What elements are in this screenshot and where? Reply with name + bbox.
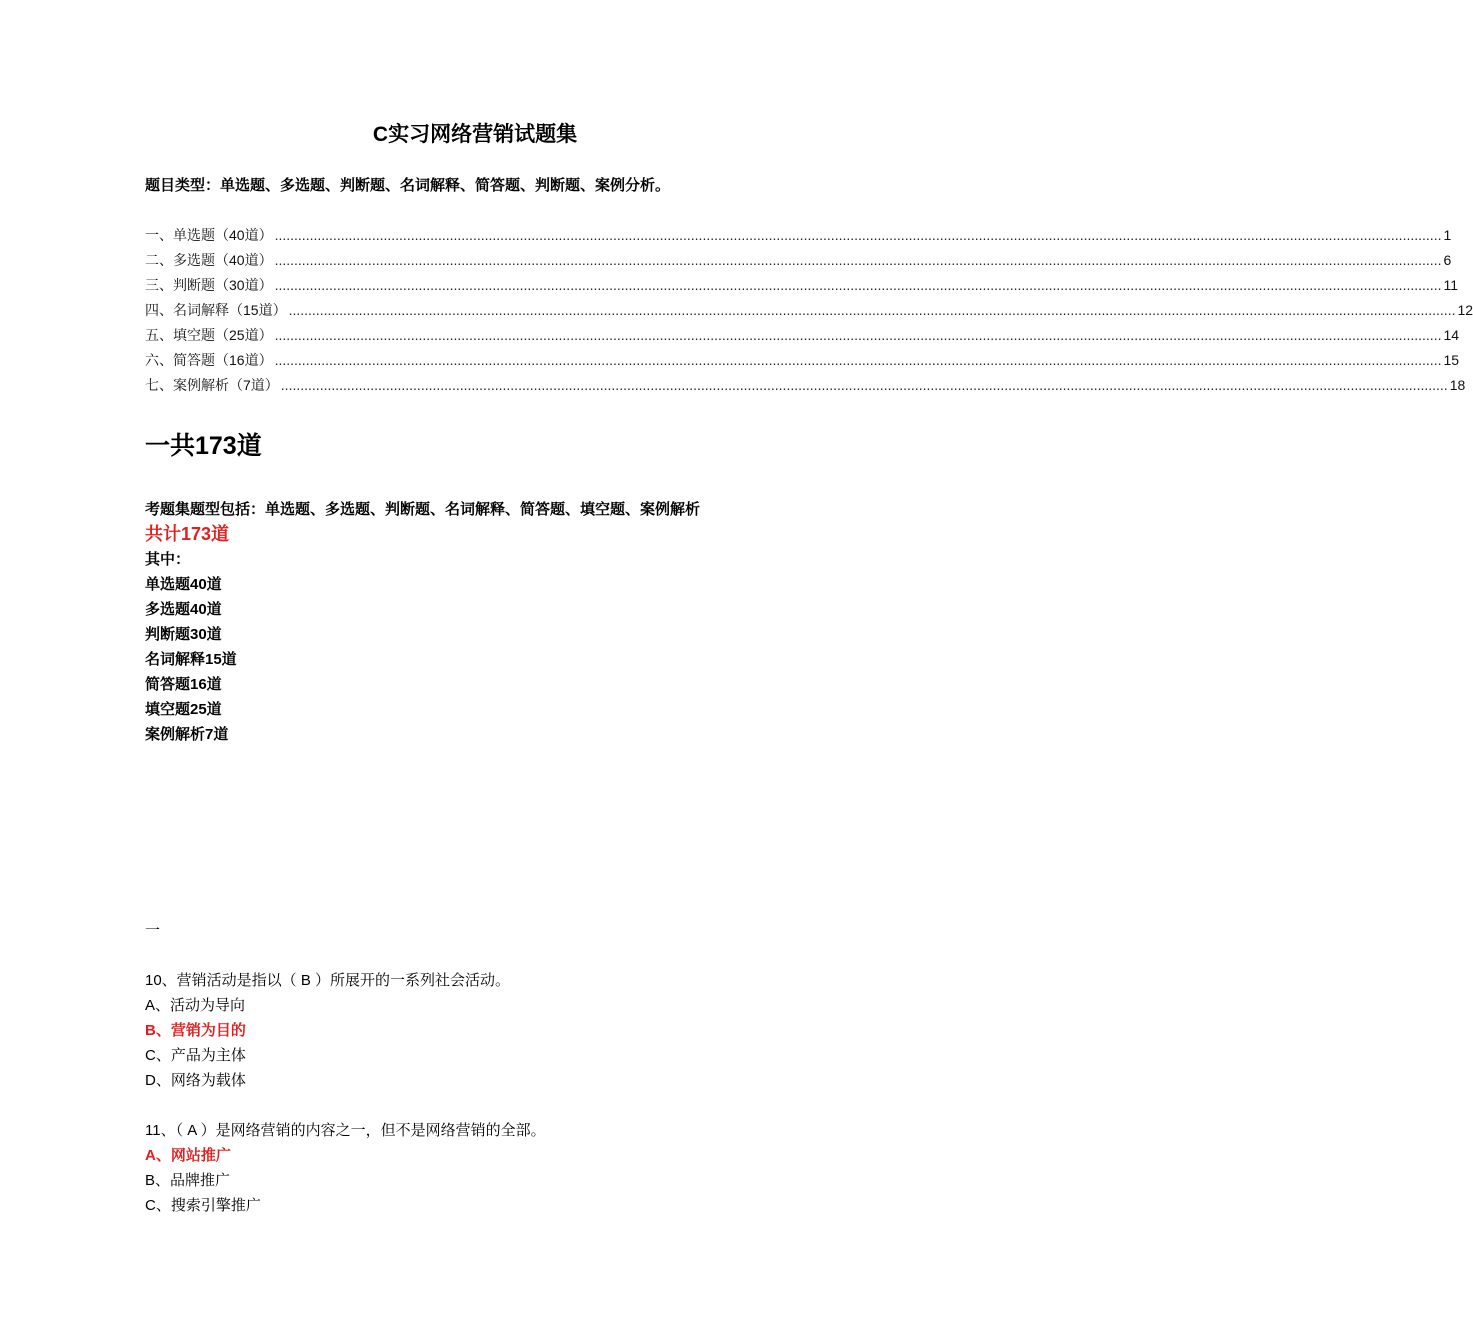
toc-leader-dots: ............................................................................................................................................................................................................................................................................................................ [274,227,1442,243]
toc-entry[interactable] [145,348,1460,373]
toc-entry[interactable] [145,223,1452,248]
toc-leader-dots: ............................................................................................................................................................................................................................................................................................................ [280,377,1448,393]
toc-entry[interactable] [145,323,1460,348]
summary-item: 单选题40道 [145,576,222,593]
question-10 [145,968,510,1093]
toc-entry-label: 七、案例解析（7道） [145,377,279,393]
question-types-line: 题目类型：单选题、多选题、判断题、名词解释、简答题、判断题、案例分析。 [145,177,671,194]
question-option: C、搜索引擎推广 [145,1197,261,1214]
toc-entry[interactable] [145,248,1452,273]
toc-entry-page: 1 [1443,227,1452,243]
question-option: B、品牌推广 [145,1172,231,1189]
summary-item: 填空题25道 [145,701,222,718]
toc-entry[interactable] [145,373,1466,398]
toc-entry-page: 14 [1443,327,1460,343]
toc-entry-label: 二、多选题（40道） [145,252,273,268]
summary-total: 共计173道 [145,524,230,544]
summary-item: 名词解释15道 [145,651,237,668]
question-option: C、产品为主体 [145,1047,246,1064]
toc-leader-dots: ............................................................................................................................................................................................................................................................................................................ [274,277,1442,293]
toc-entry-page: 6 [1443,252,1452,268]
question-option: A、活动为导向 [145,997,246,1014]
summary-item: 案例解析7道 [145,726,229,743]
toc-leader-dots: ............................................................................................................................................................................................................................................................................................................ [274,327,1442,343]
question-stem: 10、营销活动是指以（ B ）所展开的一系列社会活动。 [145,972,511,989]
toc-entry[interactable] [145,273,1459,298]
toc-entry-page: 15 [1443,352,1460,368]
section-marker: 一 [145,922,161,939]
question-option-correct: B、营销为目的 [145,1022,246,1039]
toc-leader-dots: ............................................................................................................................................................................................................................................................................................................ [274,252,1442,268]
summary-item: 判断题30道 [145,626,222,643]
question-option: D、网络为载体 [145,1072,246,1089]
summary-item: 简答题16道 [145,676,222,693]
question-11 [145,1118,546,1218]
question-option-correct: A、网站推广 [145,1147,231,1164]
toc-entry-page: 18 [1449,377,1466,393]
summary-item: 多选题40道 [145,601,222,618]
toc-leader-dots: ............................................................................................................................................................................................................................................................................................................ [274,352,1442,368]
toc-leader-dots: ............................................................................................................................................................................................................................................................................................................ [288,302,1456,318]
total-count-heading: 一共173道 [145,432,262,460]
toc-entry-label: 一、单选题（40道） [145,227,273,243]
toc-entry-label: 四、名词解释（15道） [145,302,287,318]
table-of-contents [145,223,1473,398]
summary-block [145,497,700,747]
toc-entry-page: 11 [1443,277,1459,293]
toc-entry-label: 五、填空题（25道） [145,327,273,343]
document-title: C实习网络营销试题集 [372,123,578,146]
toc-entry-label: 三、判断题（30道） [145,277,273,293]
question-stem: 11、（ A ）是网络营销的内容之一，但不是网络营销的全部。 [145,1122,546,1139]
summary-intro: 考题集题型包括：单选题、多选题、判断题、名词解释、简答题、填空题、案例解析 [145,501,701,518]
toc-entry-label: 六、简答题（16道） [145,352,273,368]
summary-among: 其中： [145,551,191,568]
toc-entry-page: 12 [1457,302,1473,318]
toc-entry[interactable] [145,298,1473,323]
